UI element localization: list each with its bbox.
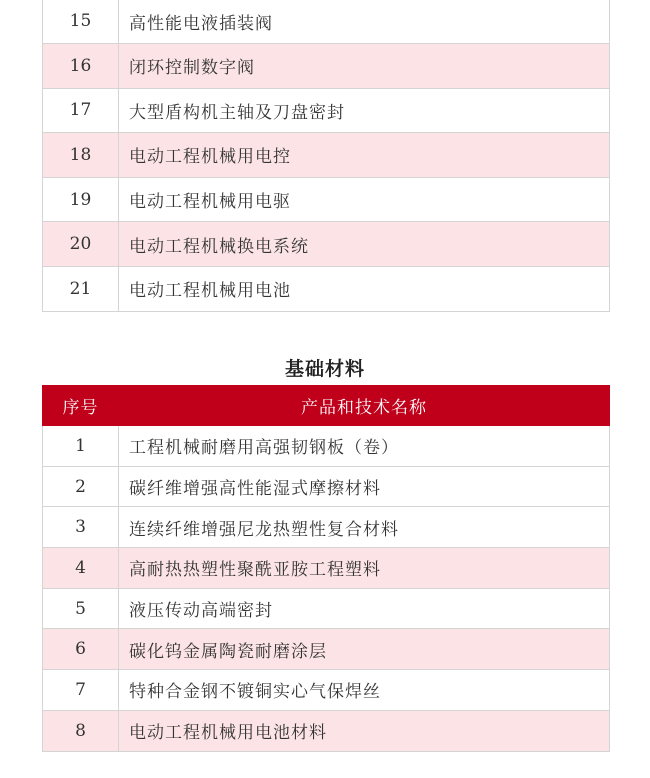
header-product-name: 产品和技术名称 (119, 386, 610, 426)
row-product-name: 电动工程机械用电池材料 (119, 710, 610, 751)
table-row (43, 629, 610, 670)
table-row (43, 88, 610, 133)
row-number: 6 (43, 629, 119, 670)
section-title: 基础材料 (284, 358, 365, 380)
table-row (43, 670, 610, 711)
table-row (43, 426, 610, 467)
row-product-name: 电动工程机械用电池 (119, 266, 610, 311)
table-row (43, 177, 610, 222)
row-number: 17 (43, 88, 119, 133)
table-row (43, 588, 610, 629)
row-product-name: 连续纤维增强尼龙热塑性复合材料 (119, 507, 610, 548)
table-row (43, 222, 610, 267)
row-number: 2 (43, 466, 119, 507)
row-product-name: 工程机械耐磨用高强韧钢板（卷） (119, 426, 610, 467)
table-row (43, 0, 610, 44)
row-product-name: 电动工程机械换电系统 (119, 222, 610, 267)
row-number: 7 (43, 670, 119, 711)
row-product-name: 碳化钨金属陶瓷耐磨涂层 (119, 629, 610, 670)
row-number: 1 (43, 426, 119, 467)
product-table (42, 385, 610, 752)
table-row (43, 44, 610, 89)
row-product-name: 大型盾构机主轴及刀盘密封 (119, 88, 610, 133)
table-row (43, 266, 610, 311)
row-number: 20 (43, 222, 119, 267)
row-number: 4 (43, 548, 119, 589)
table-row (43, 710, 610, 751)
row-number: 19 (43, 177, 119, 222)
row-product-name: 闭环控制数字阀 (119, 44, 610, 89)
row-number: 8 (43, 710, 119, 751)
row-product-name: 碳纤维增强高性能湿式摩擦材料 (119, 466, 610, 507)
row-number: 3 (43, 507, 119, 548)
table-row (43, 548, 610, 589)
table-row (43, 133, 610, 178)
table-row (43, 507, 610, 548)
row-product-name: 高性能电液插装阀 (119, 0, 610, 44)
row-product-name: 电动工程机械用电驱 (119, 177, 610, 222)
row-number: 16 (43, 44, 119, 89)
row-product-name: 高耐热热塑性聚酰亚胺工程塑料 (119, 548, 610, 589)
row-product-name: 特种合金钢不镀铜实心气保焊丝 (119, 670, 610, 711)
row-number: 18 (43, 133, 119, 178)
row-number: 5 (43, 588, 119, 629)
row-product-name: 电动工程机械用电控 (119, 133, 610, 178)
row-product-name: 液压传动高端密封 (119, 588, 610, 629)
row-number: 21 (43, 266, 119, 311)
table-header-row (43, 386, 610, 426)
product-table-continued (42, 0, 610, 312)
table-row (43, 466, 610, 507)
row-number: 15 (43, 0, 119, 44)
header-number: 序号 (43, 386, 119, 426)
